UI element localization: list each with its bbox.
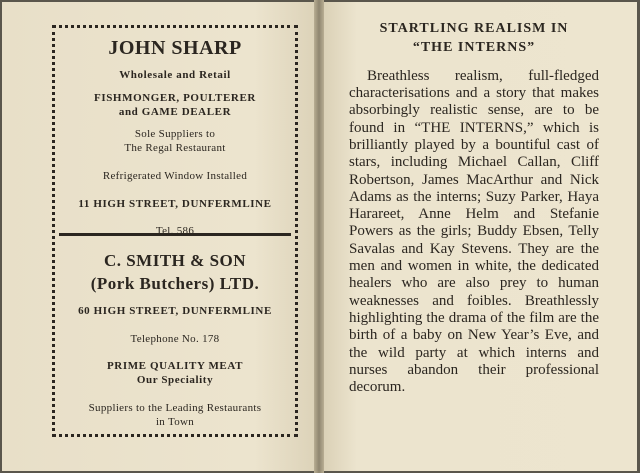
ad-john-sharp-tagline: Wholesale and Retail: [119, 69, 231, 81]
ad-c-smith-suppliers-2: in Town: [155, 415, 195, 428]
ad-john-sharp-address: 11 HIGH STREET, DUNFERMLINE: [78, 197, 272, 210]
ad-c-smith: [55, 250, 295, 429]
ad-c-smith-name-1: C. SMITH & SON: [103, 251, 247, 270]
ad-john-sharp-suppliers-1: Sole Suppliers to: [134, 128, 216, 141]
ad-c-smith-slogan-1: PRIME QUALITY MEAT: [106, 360, 244, 373]
ad-c-smith-suppliers-1: Suppliers to the Leading Restaurants: [88, 401, 262, 414]
article-headline: [349, 20, 599, 58]
ad-c-smith-name-2: (Pork Butchers) LTD.: [90, 273, 260, 293]
ad-john-sharp: [55, 36, 295, 239]
advertisement-frame: [52, 25, 298, 437]
article-body: Breathless realism, full-fledged characterisations and a story that makes absorbingly realistic sense, are to be found in “THE INTERNS,” which is brilliantly played by a bountiful cast of stars, including Michael Callan, Cliff Robertson, James MacArthur and Nick Adams as the interns; Suzy Parker, Haya Harareet, Anne Helm and Stefanie Powers as the girls; Buddy Ebsen, Telly Savalas and Kay Stevens. They are the men and women in white, the dedicated healers who are also prey to human weaknesses and foibles. Breathlessly highlighting the drama of the film are the birth of a baby on New Year’s Eve, and the wild party at which interns and nurses abandon their professional decorum.: [349, 67, 599, 396]
ad-john-sharp-suppliers-2: The Regal Restaurant: [124, 142, 226, 154]
ad-john-sharp-feature: Refrigerated Window Installed: [102, 169, 248, 182]
ad-john-sharp-name: JOHN SHARP: [108, 37, 242, 59]
ad-john-sharp-trade-2: and GAME DEALER: [118, 105, 232, 118]
book-gutter: [314, 0, 324, 473]
ad-john-sharp-phone: Tel. 586: [155, 225, 195, 238]
ad-john-sharp-trade-1: FISHMONGER, POULTERER: [94, 91, 256, 104]
ad-c-smith-address: 60 HIGH STREET, DUNFERMLINE: [78, 304, 272, 317]
ad-divider: [59, 233, 291, 236]
ad-c-smith-slogan-2: Our Speciality: [136, 374, 214, 387]
article-headline-line-2: “THE INTERNS”: [412, 39, 536, 55]
article-headline-line-1: STARTLING REALISM IN: [379, 21, 569, 36]
ad-c-smith-phone: Telephone No. 178: [130, 332, 220, 345]
article: [349, 20, 599, 396]
